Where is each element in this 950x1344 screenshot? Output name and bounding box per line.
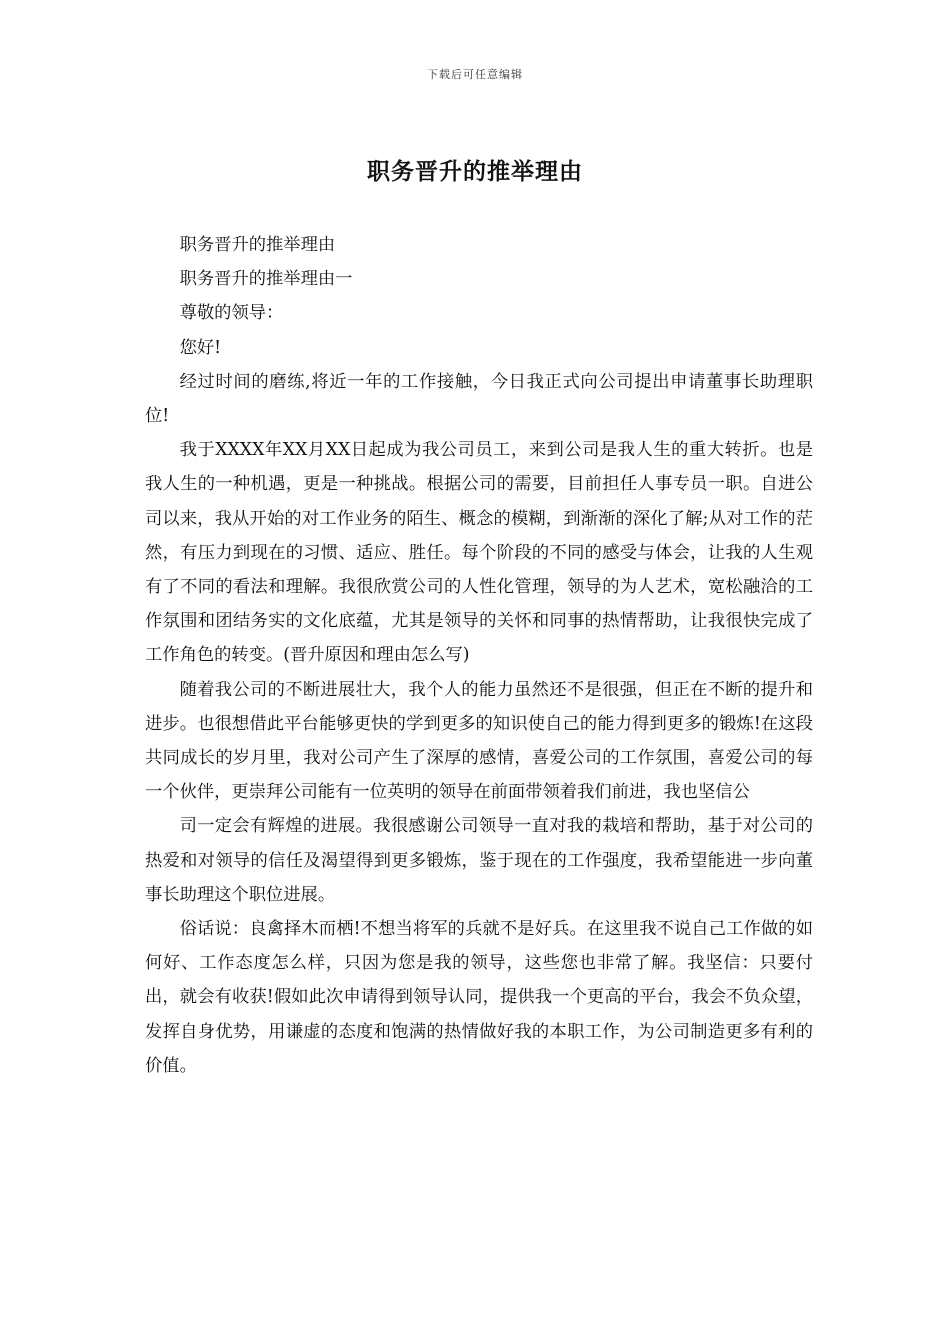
paragraph: 随着我公司的不断进展壮大，我个人的能力虽然还不是很强，但正在不断的提升和进步。也很想借此平台能够更快的学到更多的知识使自己的能力得到更多的锻炼!在这段共同成长的岁月里，我对公司产生了深厚的感情，喜爱公司的工作氛围，喜爱公司的每一个伙伴，更崇拜公司能有一位英明的领导在前面带领着我们前进，我也坚信公 xyxy=(145,679,813,803)
paragraph: 我于XXXX年XX月XX日起成为我公司员工，来到公司是我人生的重大转折。也是我人生的一种机遇，更是一种挑战。根据公司的需要，目前担任人事专员一职。自进公司以来，我从开始的对工作业务的陌生、概念的模糊，到渐渐的深化了解;从对工作的茫然，有压力到现在的习惯、适应、胜任。每个阶段的不同的感受与体会，让我的人生观有了不同的看法和理解。我很欣赏公司的人性化管理，领导的为人艺术，宽松融洽的工作氛围和团结务实的文化底蕴，尤其是领导的关怀和同事的热情帮助，让我很快完成了工作角色的转变。(晋升原因和理由怎么写) xyxy=(145,440,813,666)
paragraph: 职务晋升的推举理由 xyxy=(179,235,336,255)
document-body xyxy=(145,228,813,1083)
header-note: 下载后可任意编辑 xyxy=(427,68,523,81)
paragraph: 职务晋升的推举理由一 xyxy=(179,269,353,290)
paragraph: 经过时间的磨练,将近一年的工作接触，今日我正式向公司提出申请董事长助理职位! xyxy=(145,371,813,427)
document-title: 职务晋升的推举理由 xyxy=(367,158,583,185)
greeting: 您好! xyxy=(179,337,222,358)
paragraph: 司一定会有辉煌的进展。我很感谢公司领导一直对我的栽培和帮助，基于对公司的热爱和对领导的信任及渴望得到更多锻炼，鉴于现在的工作强度，我希望能进一步向董事长助理这个职位进展。 xyxy=(145,816,813,905)
paragraph: 俗话说：良禽择木而栖!不想当将军的兵就不是好兵。在这里我不说自己工作做的如何好、工作态度怎么样，只因为您是我的领导，这些您也非常了解。我坚信：只要付出，就会有收获!假如此次申请得到领导认同，提供我一个更高的平台，我会不负众望，发挥自身优势，用谦虚的态度和饱满的热情做好我的本职工作，为公司制造更多有利的价值。 xyxy=(145,919,813,1076)
salutation: 尊敬的领导： xyxy=(179,303,284,324)
